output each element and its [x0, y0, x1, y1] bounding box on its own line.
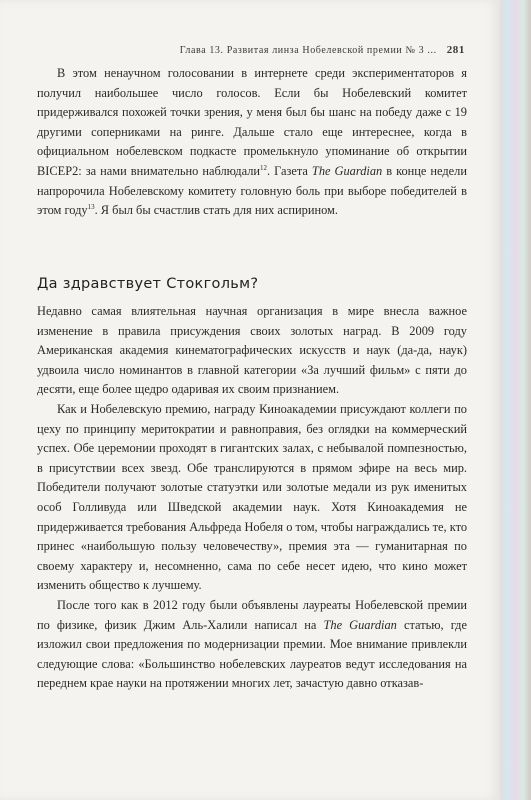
section-heading: Да здравствует Стокгольм?	[37, 276, 259, 292]
page-edge	[500, 0, 531, 800]
paragraph-3: Как и Нобелевскую премию, награду Киноакадемии присуждают коллеги по цеху по принципу меритократии и равноправия, без оглядки на коммерческий успех. Обе церемонии проходят в гигантских залах, с небывалой помпезностью, в присутствии всех звезд. Обе транслируются в прямом эфире на весь мир. Победители получают золотые статуэтки или золотые медали из рук именитых особ Голливуда или Шведской академии наук. Хотя Киноакадемия не придерживается требования Альфреда Нобеля о том, чтобы награждались те, кто принес «наибольшую пользу человечеству», премия эта — гуманитарная по своему характеру и, несомненно, сама по себе несет идею, что кино может изменить общество к лучшему.	[37, 401, 468, 593]
paragraph-1-part-d: . Я был бы счастлив стать для них аспирином.	[94, 203, 338, 218]
paragraph-2: Недавно самая влиятельная научная организация в мире внесла важное изменение в правила присуждения своих золотых наград. В 2009 году Американская академия кинематографических искусств и наук (да-да, наук) удвоила число номинантов в главной категории «За лучший фильм» с пяти до десяти, еще более щедро одаривая их своим признанием.	[37, 304, 467, 397]
paragraph-1-part-c: в конце недели напророчила Нобелевскому комитету головную боль при выборе победителей в этом году	[37, 163, 467, 218]
running-head	[60, 44, 465, 56]
paragraph-4-part-b: статью, где изложил свои предложения по модернизации премии. Мое внимание привлекли следующие слова: «Большинство нобелевских лауреатов ведут исследования на переднем крае науки на протяжении многих лет, зачастую давно отказав-	[37, 617, 467, 691]
footnote-ref-13: 13	[87, 203, 95, 212]
footnote-ref-12: 12	[260, 163, 268, 172]
opening-text	[37, 64, 467, 221]
paragraph-1	[37, 64, 467, 221]
paragraph-1-part-a: В этом ненаучном голосовании в интернете среди экспериментаторов я получил наибольшее число голосов. Если бы Нобелевский комитет придерживался похожей точки зрения, у меня был бы шанс на победу даже с 19 другими соперниками на ринге. Дальше стало еще интереснее, когда в официальном нобелевском подкасте промелькнуло упоминание об открытии BICEP2: за нами внимательно наблюдали	[37, 66, 467, 178]
page-number: 281	[446, 44, 465, 56]
running-title: Глава 13. Развитая линза Нобелевской премии № 3 ...	[179, 45, 437, 56]
paragraph-4-part-a: После того как в 2012 году были объявлены лауреаты Нобелевской премии по физике, физик Джим Аль-Халили написал на	[37, 597, 467, 632]
publication-title: The Guardian	[323, 617, 397, 632]
publication-title: The Guardian	[311, 163, 383, 178]
section-text	[37, 302, 467, 694]
paragraph-1-part-b: . Газета	[267, 163, 312, 178]
paragraph-4	[37, 596, 467, 694]
